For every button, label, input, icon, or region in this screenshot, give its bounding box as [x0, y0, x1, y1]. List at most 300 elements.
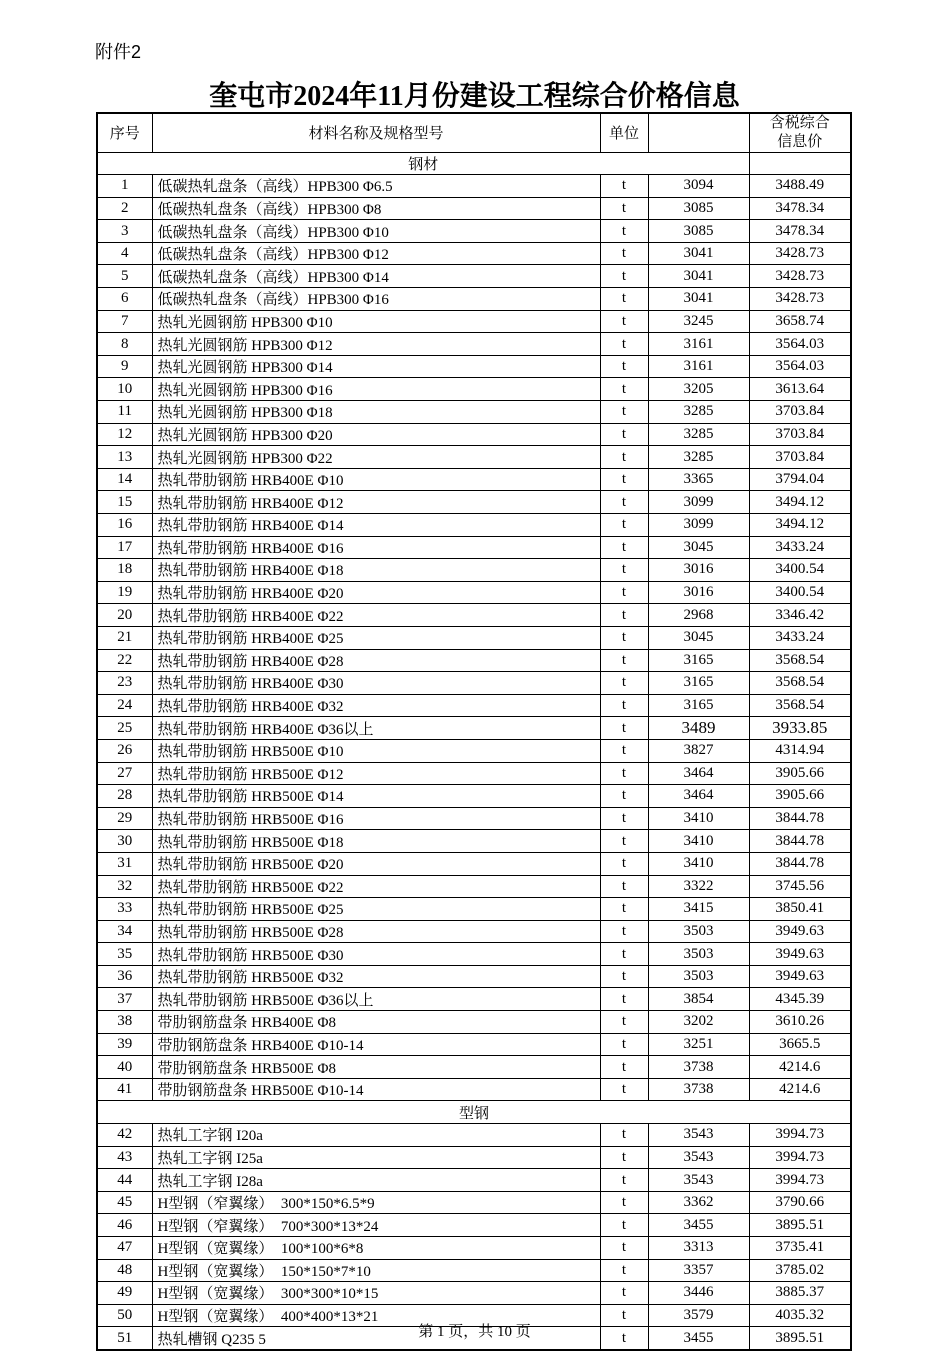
- cell-unlabeled-price: 3165: [648, 649, 749, 672]
- cell-unit: t: [600, 1011, 648, 1034]
- cell-tax-inclusive-price: 3400.54: [749, 559, 851, 582]
- cell-tax-inclusive-price: 3433.24: [749, 626, 851, 649]
- cell-unlabeled-price: 3313: [648, 1237, 749, 1260]
- cell-name: 热轧工字钢 I28a: [152, 1169, 600, 1192]
- cell-unlabeled-price: 3365: [648, 468, 749, 491]
- cell-tax-inclusive-price: 3905.66: [749, 762, 851, 785]
- cell-unlabeled-price: 3362: [648, 1191, 749, 1214]
- cell-seq: 8: [97, 333, 152, 356]
- cell-seq: 21: [97, 626, 152, 649]
- cell-seq: 41: [97, 1078, 152, 1101]
- cell-tax-inclusive-price: 3568.54: [749, 649, 851, 672]
- cell-unlabeled-price: 3503: [648, 965, 749, 988]
- cell-unit: t: [600, 175, 648, 198]
- cell-unlabeled-price: 3827: [648, 739, 749, 762]
- cell-unit: t: [600, 1282, 648, 1305]
- cell-unit: t: [600, 1191, 648, 1214]
- cell-tax-inclusive-price: 3790.66: [749, 1191, 851, 1214]
- cell-name: 低碳热轧盘条（高线）HPB300 Φ12: [152, 242, 600, 265]
- table-row: [97, 830, 851, 853]
- table-row: [97, 807, 851, 830]
- table-row: [97, 175, 851, 198]
- cell-seq: 20: [97, 604, 152, 627]
- cell-unit: t: [600, 1056, 648, 1079]
- table-row: [97, 672, 851, 695]
- cell-name: H型钢（宽翼缘） 100*100*6*8: [152, 1237, 600, 1260]
- cell-unit: t: [600, 514, 648, 537]
- cell-unit: t: [600, 491, 648, 514]
- cell-unlabeled-price: 3165: [648, 672, 749, 695]
- cell-tax-inclusive-price: 3949.63: [749, 943, 851, 966]
- cell-name: 热轧工字钢 I25a: [152, 1146, 600, 1169]
- table-row: [97, 762, 851, 785]
- cell-tax-inclusive-price: 3794.04: [749, 468, 851, 491]
- cell-tax-inclusive-price: 3949.63: [749, 965, 851, 988]
- section-empty-cell: [749, 152, 851, 175]
- table-row: [97, 581, 851, 604]
- cell-name: H型钢（宽翼缘） 150*150*7*10: [152, 1259, 600, 1282]
- cell-name: 热轧带肋钢筋 HRB500E Φ28: [152, 920, 600, 943]
- cell-tax-inclusive-price: 3850.41: [749, 898, 851, 921]
- table-row: [97, 965, 851, 988]
- cell-seq: 50: [97, 1304, 152, 1327]
- table-row: [97, 1056, 851, 1079]
- cell-seq: 46: [97, 1214, 152, 1237]
- cell-seq: 27: [97, 762, 152, 785]
- cell-seq: 51: [97, 1327, 152, 1350]
- cell-seq: 33: [97, 898, 152, 921]
- tax-price-header-text: 含税综合信息价: [769, 115, 830, 150]
- cell-unlabeled-price: 3489: [648, 717, 749, 740]
- table-row: [97, 875, 851, 898]
- cell-tax-inclusive-price: 3613.64: [749, 378, 851, 401]
- cell-seq: 24: [97, 694, 152, 717]
- cell-tax-inclusive-price: 3433.24: [749, 536, 851, 559]
- cell-name: 热轧带肋钢筋 HRB500E Φ30: [152, 943, 600, 966]
- cell-seq: 34: [97, 920, 152, 943]
- cell-name: 热轧光圆钢筋 HPB300 Φ18: [152, 401, 600, 424]
- cell-unit: t: [600, 807, 648, 830]
- table-row: [97, 1259, 851, 1282]
- cell-unlabeled-price: 3455: [648, 1327, 749, 1350]
- table-row: [97, 536, 851, 559]
- cell-seq: 32: [97, 875, 152, 898]
- table-row: [97, 785, 851, 808]
- cell-name: 热轧带肋钢筋 HRB400E Φ12: [152, 491, 600, 514]
- cell-name: 热轧带肋钢筋 HRB500E Φ10: [152, 739, 600, 762]
- header-row: [97, 113, 851, 152]
- cell-name: 热轧带肋钢筋 HRB500E Φ16: [152, 807, 600, 830]
- cell-unit: t: [600, 1214, 648, 1237]
- cell-seq: 31: [97, 852, 152, 875]
- cell-unit: t: [600, 559, 648, 582]
- cell-tax-inclusive-price: 3885.37: [749, 1282, 851, 1305]
- cell-unlabeled-price: 3410: [648, 852, 749, 875]
- cell-name: H型钢（宽翼缘） 400*400*13*21: [152, 1304, 600, 1327]
- cell-unit: t: [600, 988, 648, 1011]
- cell-name: 热轧带肋钢筋 HRB400E Φ16: [152, 536, 600, 559]
- cell-name: 带肋钢筋盘条 HRB500E Φ8: [152, 1056, 600, 1079]
- cell-tax-inclusive-price: 4314.94: [749, 739, 851, 762]
- section-label: 钢材: [97, 152, 749, 175]
- table-row: [97, 717, 851, 740]
- cell-unit: t: [600, 1146, 648, 1169]
- cell-seq: 29: [97, 807, 152, 830]
- cell-tax-inclusive-price: 3735.41: [749, 1237, 851, 1260]
- table-row: [97, 265, 851, 288]
- cell-unlabeled-price: 3251: [648, 1033, 749, 1056]
- cell-unit: t: [600, 197, 648, 220]
- cell-seq: 49: [97, 1282, 152, 1305]
- cell-unit: t: [600, 898, 648, 921]
- cell-seq: 7: [97, 310, 152, 333]
- cell-unlabeled-price: 3543: [648, 1169, 749, 1192]
- cell-name: 热轧光圆钢筋 HPB300 Φ14: [152, 355, 600, 378]
- table-row: [97, 1011, 851, 1034]
- table-row: [97, 355, 851, 378]
- cell-name: 热轧带肋钢筋 HRB400E Φ30: [152, 672, 600, 695]
- cell-tax-inclusive-price: 3844.78: [749, 830, 851, 853]
- cell-tax-inclusive-price: 3428.73: [749, 265, 851, 288]
- cell-unit: t: [600, 581, 648, 604]
- cell-unlabeled-price: 3738: [648, 1056, 749, 1079]
- cell-unit: t: [600, 875, 648, 898]
- cell-name: 热轧工字钢 I20a: [152, 1124, 600, 1147]
- cell-name: 低碳热轧盘条（高线）HPB300 Φ6.5: [152, 175, 600, 198]
- cell-seq: 48: [97, 1259, 152, 1282]
- cell-tax-inclusive-price: 3494.12: [749, 491, 851, 514]
- table-row: [97, 852, 851, 875]
- cell-name: 带肋钢筋盘条 HRB500E Φ10-14: [152, 1078, 600, 1101]
- cell-seq: 14: [97, 468, 152, 491]
- table-row: [97, 1124, 851, 1147]
- cell-tax-inclusive-price: 3568.54: [749, 694, 851, 717]
- cell-seq: 23: [97, 672, 152, 695]
- cell-seq: 17: [97, 536, 152, 559]
- cell-tax-inclusive-price: 3428.73: [749, 242, 851, 265]
- cell-tax-inclusive-price: 3564.03: [749, 333, 851, 356]
- price-table: [96, 112, 852, 1351]
- cell-name: 热轧带肋钢筋 HRB400E Φ25: [152, 626, 600, 649]
- cell-seq: 22: [97, 649, 152, 672]
- cell-unit: t: [600, 1169, 648, 1192]
- table-row: [97, 242, 851, 265]
- cell-tax-inclusive-price: 3400.54: [749, 581, 851, 604]
- cell-unlabeled-price: 3464: [648, 762, 749, 785]
- cell-name: 热轧带肋钢筋 HRB500E Φ36以上: [152, 988, 600, 1011]
- cell-unlabeled-price: 3322: [648, 875, 749, 898]
- cell-seq: 3: [97, 220, 152, 243]
- table-row: [97, 1169, 851, 1192]
- cell-name: 低碳热轧盘条（高线）HPB300 Φ10: [152, 220, 600, 243]
- cell-seq: 37: [97, 988, 152, 1011]
- cell-unlabeled-price: 3455: [648, 1214, 749, 1237]
- cell-name: 热轧带肋钢筋 HRB500E Φ25: [152, 898, 600, 921]
- cell-unit: t: [600, 1033, 648, 1056]
- cell-seq: 15: [97, 491, 152, 514]
- table-row: [97, 378, 851, 401]
- cell-tax-inclusive-price: 3844.78: [749, 852, 851, 875]
- cell-unit: t: [600, 333, 648, 356]
- cell-name: 热轧光圆钢筋 HPB300 Φ16: [152, 378, 600, 401]
- cell-seq: 12: [97, 423, 152, 446]
- table-row: [97, 1214, 851, 1237]
- cell-name: H型钢（窄翼缘） 300*150*6.5*9: [152, 1191, 600, 1214]
- cell-seq: 19: [97, 581, 152, 604]
- table-row: [97, 423, 851, 446]
- cell-tax-inclusive-price: 3428.73: [749, 288, 851, 311]
- cell-tax-inclusive-price: 3494.12: [749, 514, 851, 537]
- cell-name: 热轧带肋钢筋 HRB400E Φ32: [152, 694, 600, 717]
- table-row: [97, 604, 851, 627]
- cell-name: 热轧带肋钢筋 HRB500E Φ20: [152, 852, 600, 875]
- table-row: [97, 559, 851, 582]
- cell-tax-inclusive-price: 3346.42: [749, 604, 851, 627]
- cell-tax-inclusive-price: 3905.66: [749, 785, 851, 808]
- cell-unlabeled-price: 3357: [648, 1259, 749, 1282]
- cell-seq: 36: [97, 965, 152, 988]
- table-row: [97, 898, 851, 921]
- cell-unit: t: [600, 423, 648, 446]
- table-row: [97, 988, 851, 1011]
- cell-name: 热轧光圆钢筋 HPB300 Φ22: [152, 446, 600, 469]
- cell-tax-inclusive-price: 3488.49: [749, 175, 851, 198]
- cell-tax-inclusive-price: 3895.51: [749, 1327, 851, 1350]
- cell-tax-inclusive-price: 3478.34: [749, 220, 851, 243]
- cell-seq: 38: [97, 1011, 152, 1034]
- cell-seq: 10: [97, 378, 152, 401]
- cell-unlabeled-price: 2968: [648, 604, 749, 627]
- cell-unit: t: [600, 355, 648, 378]
- table-row: [97, 468, 851, 491]
- col-header-tax-price: [749, 113, 851, 152]
- cell-seq: 40: [97, 1056, 152, 1079]
- cell-unit: t: [600, 378, 648, 401]
- cell-unlabeled-price: 3202: [648, 1011, 749, 1034]
- table-row: [97, 1146, 851, 1169]
- page-footer: 第 1 页，共 10 页: [418, 1324, 531, 1340]
- cell-unlabeled-price: 3503: [648, 920, 749, 943]
- cell-unlabeled-price: 3410: [648, 807, 749, 830]
- cell-unit: t: [600, 672, 648, 695]
- table-row: [97, 491, 851, 514]
- cell-unlabeled-price: 3503: [648, 943, 749, 966]
- cell-unit: t: [600, 649, 648, 672]
- cell-unlabeled-price: 3045: [648, 536, 749, 559]
- section-row: [97, 1101, 851, 1124]
- cell-unit: t: [600, 852, 648, 875]
- table-row: [97, 1078, 851, 1101]
- cell-unlabeled-price: 3446: [648, 1282, 749, 1305]
- cell-unit: t: [600, 468, 648, 491]
- cell-seq: 47: [97, 1237, 152, 1260]
- cell-unit: t: [600, 785, 648, 808]
- cell-unlabeled-price: 3085: [648, 220, 749, 243]
- col-header-name: 材料名称及规格型号: [152, 113, 600, 152]
- cell-unlabeled-price: 3045: [648, 626, 749, 649]
- cell-unlabeled-price: 3543: [648, 1146, 749, 1169]
- cell-unlabeled-price: 3016: [648, 559, 749, 582]
- cell-tax-inclusive-price: 4214.6: [749, 1078, 851, 1101]
- cell-name: 低碳热轧盘条（高线）HPB300 Φ8: [152, 197, 600, 220]
- cell-name: 热轧光圆钢筋 HPB300 Φ20: [152, 423, 600, 446]
- cell-unit: t: [600, 265, 648, 288]
- cell-name: 热轧带肋钢筋 HRB500E Φ18: [152, 830, 600, 853]
- table-row: [97, 626, 851, 649]
- cell-tax-inclusive-price: 4345.39: [749, 988, 851, 1011]
- cell-name: 热轧带肋钢筋 HRB400E Φ22: [152, 604, 600, 627]
- cell-unit: t: [600, 717, 648, 740]
- section-label: 型钢: [97, 1101, 851, 1124]
- cell-unlabeled-price: 3543: [648, 1124, 749, 1147]
- cell-unit: t: [600, 830, 648, 853]
- cell-tax-inclusive-price: 3610.26: [749, 1011, 851, 1034]
- cell-unlabeled-price: 3041: [648, 265, 749, 288]
- cell-tax-inclusive-price: 3994.73: [749, 1124, 851, 1147]
- cell-seq: 28: [97, 785, 152, 808]
- cell-seq: 1: [97, 175, 152, 198]
- cell-unlabeled-price: 3245: [648, 310, 749, 333]
- cell-unit: t: [600, 1124, 648, 1147]
- cell-seq: 35: [97, 943, 152, 966]
- cell-unlabeled-price: 3099: [648, 491, 749, 514]
- cell-name: 热轧带肋钢筋 HRB500E Φ22: [152, 875, 600, 898]
- table-row: [97, 333, 851, 356]
- cell-unit: t: [600, 943, 648, 966]
- cell-seq: 18: [97, 559, 152, 582]
- cell-unlabeled-price: 3285: [648, 446, 749, 469]
- cell-seq: 16: [97, 514, 152, 537]
- cell-tax-inclusive-price: 3564.03: [749, 355, 851, 378]
- cell-unit: t: [600, 1259, 648, 1282]
- cell-tax-inclusive-price: 4035.32: [749, 1304, 851, 1327]
- cell-seq: 5: [97, 265, 152, 288]
- cell-unit: t: [600, 288, 648, 311]
- cell-unit: t: [600, 1078, 648, 1101]
- cell-unlabeled-price: 3016: [648, 581, 749, 604]
- cell-unlabeled-price: 3041: [648, 288, 749, 311]
- cell-unit: t: [600, 920, 648, 943]
- cell-name: 热轧带肋钢筋 HRB400E Φ36以上: [152, 717, 600, 740]
- cell-unlabeled-price: 3165: [648, 694, 749, 717]
- cell-tax-inclusive-price: 3703.84: [749, 446, 851, 469]
- cell-tax-inclusive-price: 3844.78: [749, 807, 851, 830]
- table-row: [97, 739, 851, 762]
- cell-tax-inclusive-price: 3994.73: [749, 1169, 851, 1192]
- page-title: 奎屯市2024年11月份建设工程综合价格信息: [209, 81, 740, 112]
- cell-name: H型钢（窄翼缘） 700*300*13*24: [152, 1214, 600, 1237]
- cell-seq: 26: [97, 739, 152, 762]
- cell-seq: 44: [97, 1169, 152, 1192]
- cell-unlabeled-price: 3738: [648, 1078, 749, 1101]
- cell-name: H型钢（宽翼缘） 300*300*10*15: [152, 1282, 600, 1305]
- cell-name: 热轧槽钢 Q235 5: [152, 1327, 600, 1350]
- cell-tax-inclusive-price: 3658.74: [749, 310, 851, 333]
- cell-name: 热轧带肋钢筋 HRB400E Φ28: [152, 649, 600, 672]
- cell-tax-inclusive-price: 3665.5: [749, 1033, 851, 1056]
- table-row: [97, 220, 851, 243]
- cell-tax-inclusive-price: 3994.73: [749, 1146, 851, 1169]
- cell-unit: t: [600, 604, 648, 627]
- section-row: [97, 152, 851, 175]
- cell-unit: t: [600, 739, 648, 762]
- cell-tax-inclusive-price: 3703.84: [749, 401, 851, 424]
- table-row: [97, 288, 851, 311]
- cell-seq: 2: [97, 197, 152, 220]
- table-row: [97, 446, 851, 469]
- cell-tax-inclusive-price: 4214.6: [749, 1056, 851, 1079]
- cell-unlabeled-price: 3854: [648, 988, 749, 1011]
- cell-unit: t: [600, 536, 648, 559]
- cell-name: 带肋钢筋盘条 HRB400E Φ8: [152, 1011, 600, 1034]
- col-header-unit: 单位: [600, 113, 648, 152]
- cell-unlabeled-price: 3041: [648, 242, 749, 265]
- cell-unit: t: [600, 220, 648, 243]
- cell-unit: t: [600, 446, 648, 469]
- cell-unlabeled-price: 3094: [648, 175, 749, 198]
- cell-unit: t: [600, 1304, 648, 1327]
- cell-name: 热轧带肋钢筋 HRB400E Φ10: [152, 468, 600, 491]
- cell-tax-inclusive-price: 3785.02: [749, 1259, 851, 1282]
- cell-seq: 43: [97, 1146, 152, 1169]
- cell-name: 热轧带肋钢筋 HRB500E Φ32: [152, 965, 600, 988]
- cell-unit: t: [600, 242, 648, 265]
- cell-tax-inclusive-price: 3478.34: [749, 197, 851, 220]
- cell-unit: t: [600, 1237, 648, 1260]
- cell-unlabeled-price: 3464: [648, 785, 749, 808]
- attachment-label: 附件2: [95, 42, 142, 62]
- table-row: [97, 197, 851, 220]
- cell-tax-inclusive-price: 3949.63: [749, 920, 851, 943]
- cell-unit: t: [600, 626, 648, 649]
- cell-seq: 39: [97, 1033, 152, 1056]
- cell-name: 低碳热轧盘条（高线）HPB300 Φ16: [152, 288, 600, 311]
- cell-seq: 42: [97, 1124, 152, 1147]
- cell-unit: t: [600, 310, 648, 333]
- cell-name: 热轧带肋钢筋 HRB500E Φ12: [152, 762, 600, 785]
- table-row: [97, 514, 851, 537]
- cell-unit: t: [600, 762, 648, 785]
- table-row: [97, 1191, 851, 1214]
- cell-seq: 13: [97, 446, 152, 469]
- cell-tax-inclusive-price: 3895.51: [749, 1214, 851, 1237]
- cell-unit: t: [600, 401, 648, 424]
- table-row: [97, 1237, 851, 1260]
- cell-seq: 9: [97, 355, 152, 378]
- cell-unlabeled-price: 3579: [648, 1304, 749, 1327]
- cell-name: 热轧光圆钢筋 HPB300 Φ12: [152, 333, 600, 356]
- cell-unlabeled-price: 3410: [648, 830, 749, 853]
- cell-unlabeled-price: 3099: [648, 514, 749, 537]
- cell-tax-inclusive-price: 3933.85: [749, 717, 851, 740]
- cell-name: 热轧光圆钢筋 HPB300 Φ10: [152, 310, 600, 333]
- table-row: [97, 1033, 851, 1056]
- cell-tax-inclusive-price: 3703.84: [749, 423, 851, 446]
- cell-tax-inclusive-price: 3745.56: [749, 875, 851, 898]
- cell-unlabeled-price: 3415: [648, 898, 749, 921]
- table-row: [97, 310, 851, 333]
- cell-seq: 30: [97, 830, 152, 853]
- table-row: [97, 401, 851, 424]
- cell-unlabeled-price: 3285: [648, 401, 749, 424]
- cell-seq: 4: [97, 242, 152, 265]
- cell-unlabeled-price: 3161: [648, 355, 749, 378]
- cell-seq: 11: [97, 401, 152, 424]
- cell-name: 带肋钢筋盘条 HRB400E Φ10-14: [152, 1033, 600, 1056]
- cell-name: 低碳热轧盘条（高线）HPB300 Φ14: [152, 265, 600, 288]
- cell-name: 热轧带肋钢筋 HRB500E Φ14: [152, 785, 600, 808]
- table-row: [97, 649, 851, 672]
